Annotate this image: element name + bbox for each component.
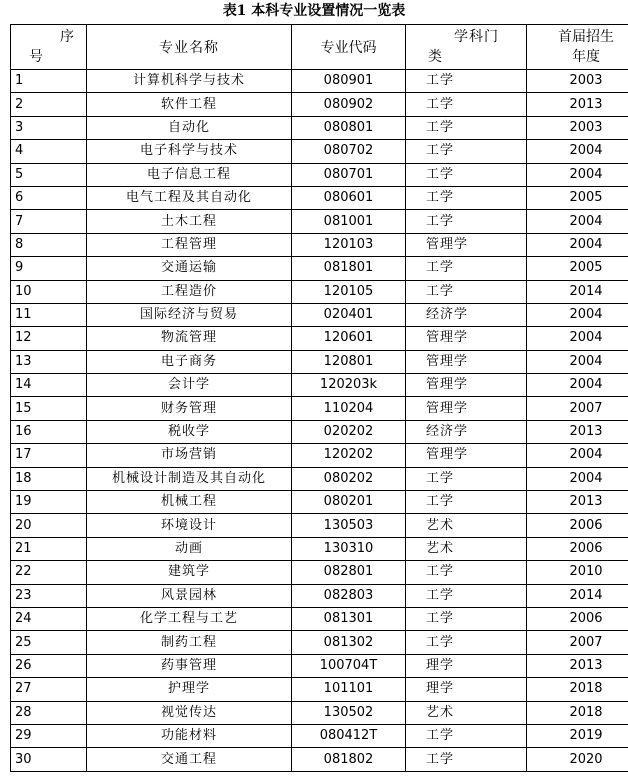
- table-row: [11, 724, 628, 747]
- cell-major-code: 101101: [292, 678, 406, 701]
- cell-serial-number: 15: [11, 397, 87, 420]
- cell-first-enrollment-year: 2010: [527, 561, 628, 584]
- header-serial-line1: 序: [60, 29, 74, 45]
- cell-major-name: 市场营销: [87, 444, 292, 467]
- table-row: [11, 116, 628, 139]
- cell-major-code: 081802: [292, 748, 406, 771]
- cell-major-code: 130502: [292, 701, 406, 724]
- cell-first-enrollment-year: 2004: [527, 327, 628, 350]
- cell-serial-number: 14: [11, 374, 87, 397]
- cell-major-name: 建筑学: [87, 561, 292, 584]
- cell-major-name: 机械设计制造及其自动化: [87, 467, 292, 490]
- cell-major-name: 软件工程: [87, 93, 292, 116]
- cell-serial-number: 5: [11, 163, 87, 186]
- table-row: [11, 280, 628, 303]
- cell-discipline: 工学: [406, 257, 527, 280]
- cell-serial-number: 22: [11, 561, 87, 584]
- cell-serial-number: 8: [11, 233, 87, 256]
- cell-first-enrollment-year: 2014: [527, 584, 628, 607]
- cell-serial-number: 11: [11, 303, 87, 326]
- header-discipline: [406, 25, 527, 70]
- cell-serial-number: 17: [11, 444, 87, 467]
- header-year-line2: 年度: [572, 49, 600, 65]
- header-serial-line2: 号: [29, 49, 43, 65]
- cell-major-code: 110204: [292, 397, 406, 420]
- cell-major-code: 120202: [292, 444, 406, 467]
- table-row: [11, 210, 628, 233]
- cell-first-enrollment-year: 2005: [527, 257, 628, 280]
- cell-first-enrollment-year: 2013: [527, 654, 628, 677]
- cell-major-code: 080801: [292, 116, 406, 139]
- cell-first-enrollment-year: 2020: [527, 748, 628, 771]
- table-row: [11, 537, 628, 560]
- header-major-name: 专业名称: [87, 25, 292, 70]
- cell-discipline: 管理学: [406, 397, 527, 420]
- cell-discipline: 工学: [406, 724, 527, 747]
- table-row: [11, 514, 628, 537]
- table-row: [11, 561, 628, 584]
- table-row: [11, 374, 628, 397]
- cell-major-name: 环境设计: [87, 514, 292, 537]
- cell-discipline: 经济学: [406, 420, 527, 443]
- cell-first-enrollment-year: 2018: [527, 678, 628, 701]
- cell-discipline: 工学: [406, 631, 527, 654]
- header-discipline-line2: 类: [428, 49, 443, 65]
- cell-first-enrollment-year: 2018: [527, 701, 628, 724]
- cell-serial-number: 4: [11, 140, 87, 163]
- cell-major-name: 计算机科学与技术: [87, 70, 292, 93]
- cell-discipline: 工学: [406, 210, 527, 233]
- cell-major-name: 土木工程: [87, 210, 292, 233]
- cell-serial-number: 9: [11, 257, 87, 280]
- table-row: [11, 163, 628, 186]
- cell-first-enrollment-year: 2004: [527, 233, 628, 256]
- cell-serial-number: 20: [11, 514, 87, 537]
- cell-first-enrollment-year: 2013: [527, 491, 628, 514]
- cell-major-code: 080701: [292, 163, 406, 186]
- cell-first-enrollment-year: 2004: [527, 163, 628, 186]
- cell-first-enrollment-year: 2014: [527, 280, 628, 303]
- header-discipline-line1: 学科门: [454, 29, 499, 45]
- cell-first-enrollment-year: 2004: [527, 303, 628, 326]
- cell-serial-number: 13: [11, 350, 87, 373]
- cell-serial-number: 28: [11, 701, 87, 724]
- cell-major-code: 081001: [292, 210, 406, 233]
- table-row: [11, 140, 628, 163]
- table-row: [11, 70, 628, 93]
- cell-first-enrollment-year: 2003: [527, 116, 628, 139]
- table-header: [11, 25, 628, 70]
- cell-serial-number: 1: [11, 70, 87, 93]
- cell-serial-number: 3: [11, 116, 87, 139]
- cell-discipline: 艺术: [406, 701, 527, 724]
- cell-major-name: 会计学: [87, 374, 292, 397]
- cell-discipline: 工学: [406, 561, 527, 584]
- cell-major-code: 080202: [292, 467, 406, 490]
- cell-major-code: 120203k: [292, 374, 406, 397]
- cell-major-name: 药事管理: [87, 654, 292, 677]
- cell-first-enrollment-year: 2004: [527, 374, 628, 397]
- cell-discipline: 工学: [406, 70, 527, 93]
- cell-discipline: 艺术: [406, 537, 527, 560]
- header-major-code: 专业代码: [292, 25, 406, 70]
- table-row: [11, 186, 628, 209]
- cell-discipline: 管理学: [406, 444, 527, 467]
- table-row: [11, 654, 628, 677]
- cell-major-code: 020202: [292, 420, 406, 443]
- cell-first-enrollment-year: 2004: [527, 444, 628, 467]
- table-row: [11, 93, 628, 116]
- cell-major-name: 工程造价: [87, 280, 292, 303]
- cell-major-name: 护理学: [87, 678, 292, 701]
- cell-major-name: 工程管理: [87, 233, 292, 256]
- cell-serial-number: 27: [11, 678, 87, 701]
- cell-discipline: 经济学: [406, 303, 527, 326]
- cell-first-enrollment-year: 2006: [527, 514, 628, 537]
- table-row: [11, 678, 628, 701]
- table-caption: 表1 本科专业设置情况一览表: [222, 3, 406, 19]
- cell-first-enrollment-year: 2007: [527, 631, 628, 654]
- table-row: [11, 467, 628, 490]
- cell-major-code: 081801: [292, 257, 406, 280]
- cell-major-code: 020401: [292, 303, 406, 326]
- cell-first-enrollment-year: 2013: [527, 420, 628, 443]
- cell-major-name: 税收学: [87, 420, 292, 443]
- cell-serial-number: 23: [11, 584, 87, 607]
- cell-major-name: 物流管理: [87, 327, 292, 350]
- table-row: [11, 748, 628, 771]
- cell-first-enrollment-year: 2007: [527, 397, 628, 420]
- cell-first-enrollment-year: 2019: [527, 724, 628, 747]
- cell-major-code: 082801: [292, 561, 406, 584]
- cell-major-name: 电气工程及其自动化: [87, 186, 292, 209]
- cell-first-enrollment-year: 2006: [527, 607, 628, 630]
- cell-discipline: 工学: [406, 186, 527, 209]
- table-row: [11, 607, 628, 630]
- cell-major-code: 081301: [292, 607, 406, 630]
- cell-major-code: 120105: [292, 280, 406, 303]
- table-row: [11, 397, 628, 420]
- table-row: [11, 584, 628, 607]
- table-row: [11, 233, 628, 256]
- table-row: [11, 444, 628, 467]
- cell-major-name: 电子信息工程: [87, 163, 292, 186]
- table-row: [11, 491, 628, 514]
- cell-serial-number: 19: [11, 491, 87, 514]
- cell-major-code: 080601: [292, 186, 406, 209]
- cell-major-name: 制药工程: [87, 631, 292, 654]
- cell-discipline: 工学: [406, 163, 527, 186]
- cell-serial-number: 26: [11, 654, 87, 677]
- cell-serial-number: 30: [11, 748, 87, 771]
- cell-first-enrollment-year: 2004: [527, 210, 628, 233]
- cell-major-code: 080412T: [292, 724, 406, 747]
- cell-first-enrollment-year: 2003: [527, 70, 628, 93]
- cell-major-name: 国际经济与贸易: [87, 303, 292, 326]
- cell-major-name: 交通运输: [87, 257, 292, 280]
- table-row: [11, 420, 628, 443]
- cell-discipline: 管理学: [406, 374, 527, 397]
- cell-serial-number: 24: [11, 607, 87, 630]
- cell-discipline: 工学: [406, 140, 527, 163]
- cell-discipline: 工学: [406, 280, 527, 303]
- cell-discipline: 理学: [406, 654, 527, 677]
- table-row: [11, 350, 628, 373]
- cell-major-code: 080201: [292, 491, 406, 514]
- cell-major-name: 自动化: [87, 116, 292, 139]
- cell-major-name: 动画: [87, 537, 292, 560]
- cell-major-name: 化学工程与工艺: [87, 607, 292, 630]
- cell-discipline: 管理学: [406, 233, 527, 256]
- cell-major-name: 机械工程: [87, 491, 292, 514]
- cell-first-enrollment-year: 2005: [527, 186, 628, 209]
- cell-serial-number: 6: [11, 186, 87, 209]
- cell-first-enrollment-year: 2013: [527, 93, 628, 116]
- cell-major-name: 电子商务: [87, 350, 292, 373]
- cell-first-enrollment-year: 2004: [527, 467, 628, 490]
- cell-major-code: 120103: [292, 233, 406, 256]
- cell-first-enrollment-year: 2004: [527, 140, 628, 163]
- table-row: [11, 631, 628, 654]
- cell-major-code: 120601: [292, 327, 406, 350]
- cell-first-enrollment-year: 2006: [527, 537, 628, 560]
- cell-major-name: 交通工程: [87, 748, 292, 771]
- cell-discipline: 工学: [406, 116, 527, 139]
- cell-serial-number: 18: [11, 467, 87, 490]
- cell-serial-number: 29: [11, 724, 87, 747]
- cell-discipline: 工学: [406, 748, 527, 771]
- cell-major-code: 080902: [292, 93, 406, 116]
- cell-serial-number: 12: [11, 327, 87, 350]
- cell-major-name: 电子科学与技术: [87, 140, 292, 163]
- cell-major-code: 080901: [292, 70, 406, 93]
- cell-major-code: 120801: [292, 350, 406, 373]
- header-row: [11, 25, 628, 70]
- cell-major-name: 风景园林: [87, 584, 292, 607]
- table-body: [11, 70, 628, 772]
- cell-discipline: 工学: [406, 607, 527, 630]
- cell-major-code: 081302: [292, 631, 406, 654]
- cell-major-name: 视觉传达: [87, 701, 292, 724]
- cell-major-code: 082803: [292, 584, 406, 607]
- header-year-line1: 首届招生: [558, 29, 614, 45]
- cell-discipline: 艺术: [406, 514, 527, 537]
- cell-discipline: 工学: [406, 584, 527, 607]
- cell-discipline: 工学: [406, 93, 527, 116]
- cell-serial-number: 2: [11, 93, 87, 116]
- cell-major-name: 财务管理: [87, 397, 292, 420]
- table-row: [11, 327, 628, 350]
- cell-major-code: 080702: [292, 140, 406, 163]
- majors-table: [10, 24, 628, 772]
- cell-major-code: 130503: [292, 514, 406, 537]
- cell-serial-number: 16: [11, 420, 87, 443]
- table-row: [11, 257, 628, 280]
- cell-serial-number: 10: [11, 280, 87, 303]
- table-row: [11, 701, 628, 724]
- cell-discipline: 工学: [406, 491, 527, 514]
- table-row: [11, 303, 628, 326]
- cell-discipline: 管理学: [406, 327, 527, 350]
- header-first-enrollment-year: [527, 25, 628, 70]
- cell-discipline: 管理学: [406, 350, 527, 373]
- cell-serial-number: 25: [11, 631, 87, 654]
- cell-major-name: 功能材料: [87, 724, 292, 747]
- cell-first-enrollment-year: 2004: [527, 350, 628, 373]
- cell-major-code: 100704T: [292, 654, 406, 677]
- cell-serial-number: 7: [11, 210, 87, 233]
- cell-discipline: 理学: [406, 678, 527, 701]
- cell-serial-number: 21: [11, 537, 87, 560]
- header-serial-number: [11, 25, 87, 70]
- cell-major-code: 130310: [292, 537, 406, 560]
- cell-discipline: 工学: [406, 467, 527, 490]
